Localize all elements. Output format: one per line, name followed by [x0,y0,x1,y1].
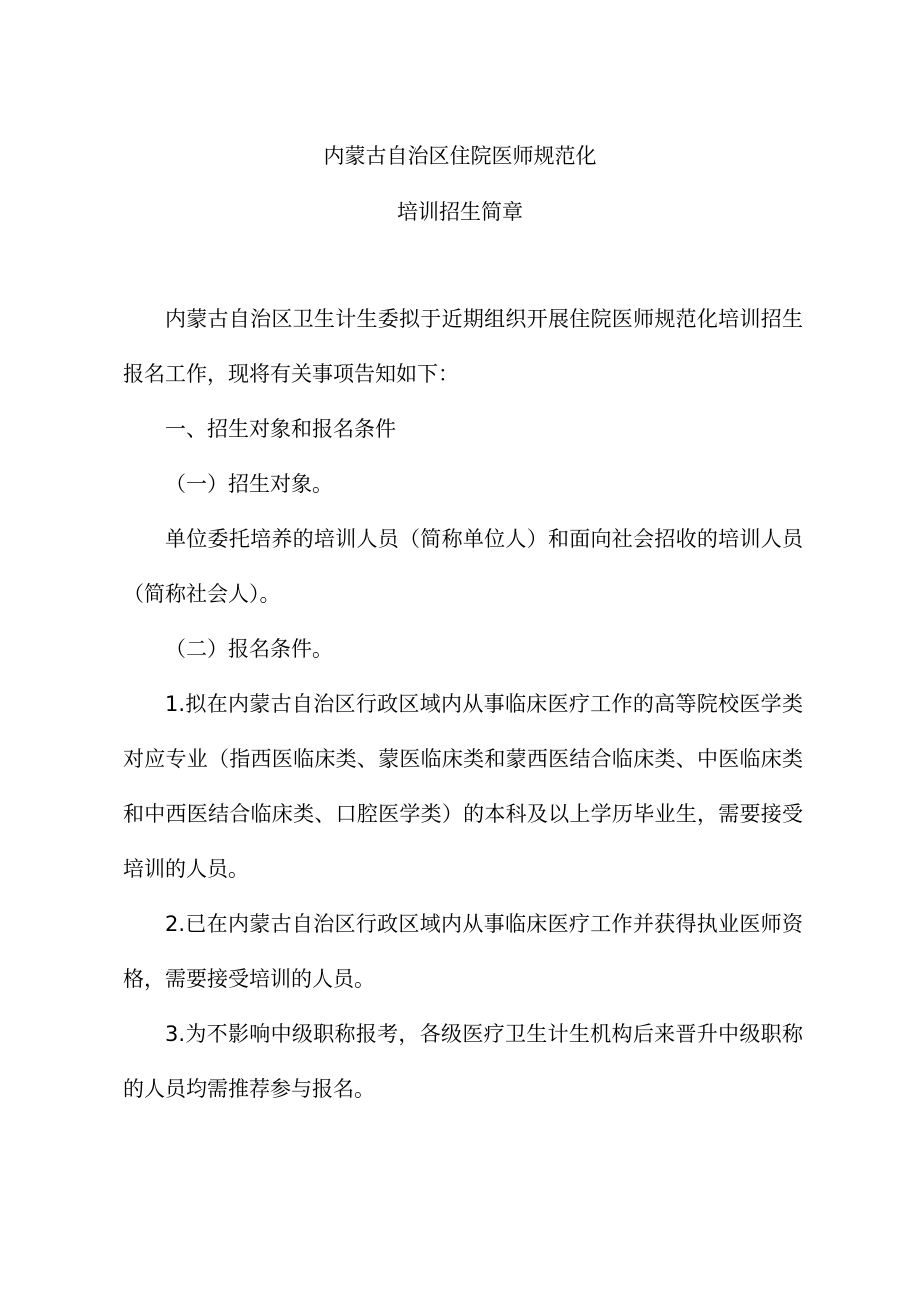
subsection-heading-targets: （一）招生对象。 [165,472,333,496]
intro-paragraph: 内蒙古自治区卫生计生委拟于近期组织开展住院医师规范化培训招生报名工作，现将有关事项告知如下： [123,307,803,386]
document-title-line-1: 内蒙古自治区住院医师规范化 [323,144,597,168]
document-title-line-2: 培训招生简章 [397,200,523,224]
section-heading-enrollment: 一、招生对象和报名条件 [165,417,396,441]
condition-item-3: 3.为不影响中级职称报考，各级医疗卫生计生机构后来晋升中级职称的人员均需推荐参与报名。 [123,1022,803,1101]
condition-item-2: 2.已在内蒙古自治区行政区域内从事临床医疗工作并获得执业医师资格，需要接受培训的人员。 [123,912,803,991]
targets-paragraph: 单位委托培养的培训人员（简称单位人）和面向社会招收的培训人员（简称社会人）。 [123,527,803,606]
subsection-heading-conditions: （二）报名条件。 [165,637,333,661]
document-body [123,292,803,1117]
condition-item-1: 1.拟在内蒙古自治区行政区域内从事临床医疗工作的高等院校医学类对应专业（指西医临床类、蒙医临床类和蒙西医结合临床类、中医临床类和中西医结合临床类、口腔医学类）的本科及以上学历毕业生，需要接受培训的人员。 [123,692,803,881]
